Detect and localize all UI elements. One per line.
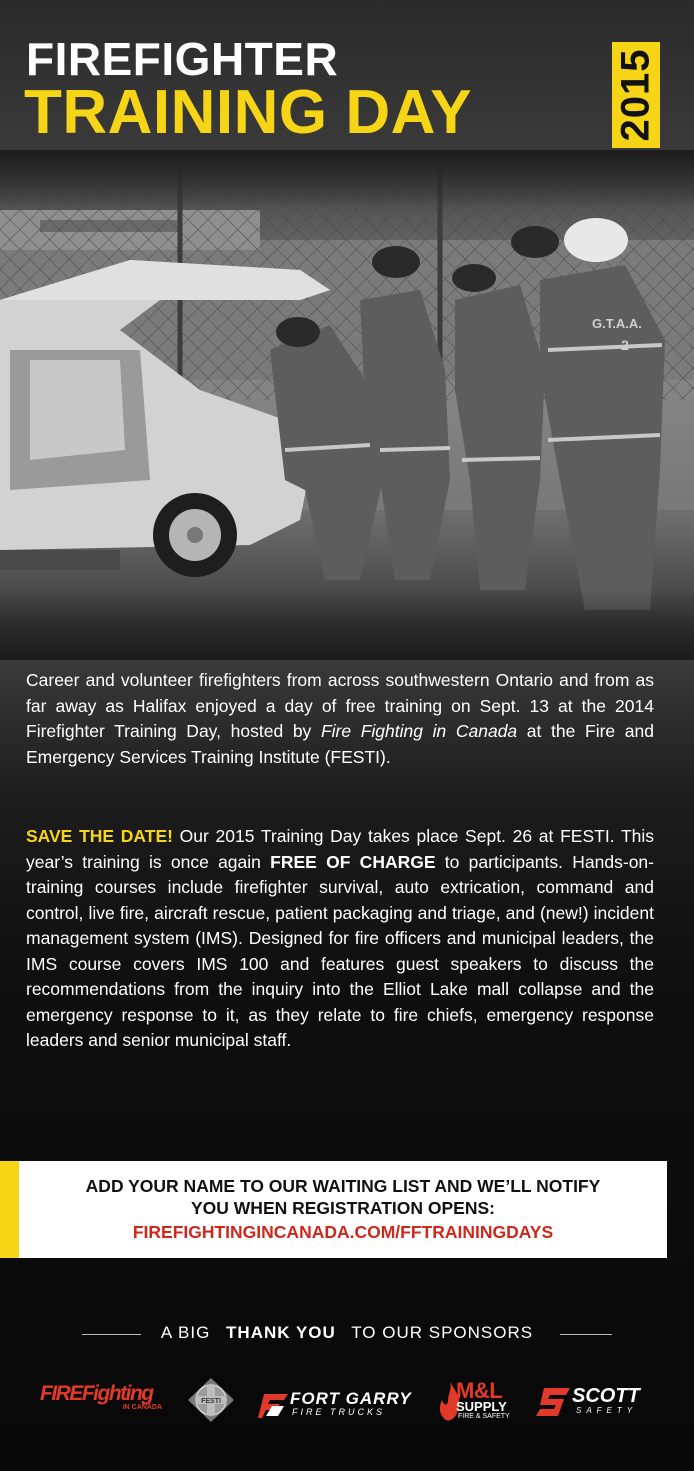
helmet-text: G.T.A.A. (592, 316, 642, 331)
fort-garry-emblem-icon (258, 1392, 288, 1418)
year-text: 2015 (613, 48, 658, 142)
intro-text-1: Career and volunteer firefighters from across southwestern Ontario and from as far away as Halifax enjoyed a day of free training on Sept. 13 at the 2014 Firefighter Training Day, hosted by (26, 670, 654, 741)
intro-paragraph (26, 668, 654, 770)
fort-garry-logo-sub: FIRE TRUCKS (292, 1407, 386, 1417)
intro-text-2: at the Fire and Emergency Services Training Institute (FESTI). (26, 721, 654, 767)
title-line-1: FIREFIGHTER (26, 33, 339, 85)
scott-s-emblem-icon (536, 1388, 570, 1416)
accent-bar (0, 1161, 19, 1258)
festi-logo-text: FESTI (201, 1398, 221, 1405)
firefighters-extrication-photo (0, 150, 694, 660)
waiting-list-box (0, 1161, 667, 1258)
announcement-paragraph (26, 824, 654, 1054)
ffic-logo-sub: IN CANADA (122, 1404, 162, 1411)
announcement-text-1: Our 2015 Training Day takes place Sept. 26 at FESTI. This year’s training is once again (26, 826, 655, 872)
fort-garry-logo (258, 1390, 424, 1418)
scott-safety-logo (536, 1386, 660, 1418)
scott-logo-sub: SAFETY (576, 1406, 638, 1415)
ml-supply-logo (438, 1380, 520, 1424)
registration-link[interactable]: FIREFIGHTINGINCANADA.COM/FFTRAININGDAYS (132, 1222, 554, 1242)
helmet-number: 2 (621, 337, 629, 353)
save-the-date: SAVE THE DATE! (26, 826, 173, 846)
publication-name: Fire Fighting in Canada (320, 721, 518, 741)
firefighting-in-canada-logo (40, 1384, 170, 1420)
ml-logo-text: M&L (456, 1378, 503, 1403)
fort-garry-logo-text: FORT GARRY (290, 1389, 412, 1408)
ml-logo-supply: SUPPLY (456, 1399, 507, 1414)
free-of-charge: FREE OF CHARGE (270, 851, 436, 872)
sponsors-heading: A BIG THANK YOU TO OUR SPONSORS (0, 1323, 694, 1343)
announcement-text-2: to participants. Hands-on-training courses include firefighter survival, auto extrication, command and control, live fire, aircraft rescue, patient packaging and triage, and (new!) incident management system (IMS). Designed for fire officers and municipal leaders, the IMS course covers IMS 100 and features guest speakers to discuss the recommendations from the inquiry into the Elliot Lake mall collapse and the emergency response to it, as they relate to fire chiefs, emergency response leaders and senior municipal staff. (26, 851, 654, 1050)
year-badge (612, 42, 660, 148)
ffic-logo-text: FIREFighting (40, 1382, 153, 1405)
ml-logo-sub: FIRE & SAFETY (458, 1413, 510, 1420)
festi-logo (186, 1376, 236, 1424)
scott-logo-text: SCOTT (572, 1385, 640, 1407)
festi-emblem-icon (186, 1376, 236, 1424)
cta-line-2: YOU WHEN REGISTRATION OPENS: (191, 1198, 495, 1218)
cta-line-1: ADD YOUR NAME TO OUR WAITING LIST AND WE’LL NOTIFY (85, 1176, 601, 1196)
title-line-2: TRAINING DAY (24, 78, 473, 147)
